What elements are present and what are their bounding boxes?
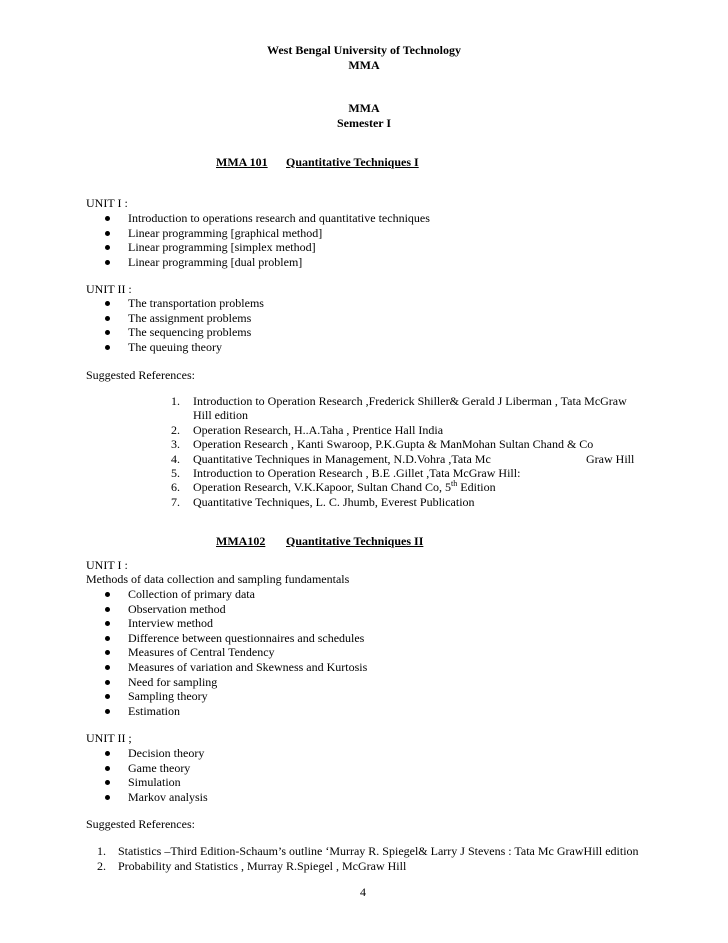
reference-text-tail: Graw Hill [586, 452, 635, 466]
list-item: Observation method [94, 602, 367, 617]
page-number: 4 [360, 885, 366, 899]
list-item: Decision theory [94, 746, 208, 761]
course2-unit2-heading: UNIT II ; [86, 731, 132, 745]
list-item: The queuing theory [94, 340, 264, 355]
reference-text: Probability and Statistics , Murray R.Spiegel , McGraw Hill [118, 859, 407, 873]
list-item: Sampling theory [94, 689, 367, 704]
course2-title: Quantitative Techniques II [286, 534, 424, 548]
list-item: Linear programming [graphical method] [94, 226, 430, 241]
reference-text [193, 480, 496, 495]
reference-text-after: Edition [457, 480, 496, 494]
reference-number: 7. [171, 495, 180, 509]
university-title: West Bengal University of Technology [266, 43, 461, 57]
reference-number: 3. [171, 437, 180, 451]
list-item: The transportation problems [94, 296, 264, 311]
reference-number: 2. [97, 859, 106, 873]
course2-unit2-list [94, 746, 208, 804]
list-item: The sequencing problems [94, 325, 264, 340]
list-item: Need for sampling [94, 675, 367, 690]
reference-number: 4. [171, 452, 180, 466]
course1-code: MMA 101 [216, 155, 268, 169]
list-item: Measures of Central Tendency [94, 645, 367, 660]
list-item: Markov analysis [94, 790, 208, 805]
list-item: Difference between questionnaires and schedules [94, 631, 367, 646]
reference-text: Statistics –Third Edition-Schaum’s outline ‘Murray R. Spiegel& Larry J Stevens : Tata Mc GrawHill edition [118, 844, 639, 858]
course1-unit2-list [94, 296, 264, 354]
course2-references-heading: Suggested References: [86, 817, 195, 831]
list-item: Game theory [94, 761, 208, 776]
program-title-repeat: MMA [348, 101, 380, 115]
course1-title: Quantitative Techniques I [286, 155, 419, 169]
reference-number: 5. [171, 466, 180, 480]
list-item: Linear programming [dual problem] [94, 255, 430, 270]
program-title: MMA [348, 58, 380, 72]
list-item: Interview method [94, 616, 367, 631]
reference-text: Quantitative Techniques in Management, N.D.Vohra ,Tata Mc [193, 452, 491, 466]
reference-text: Quantitative Techniques, L. C. Jhumb, Everest Publication [193, 495, 475, 509]
reference-superscript: th [451, 479, 458, 488]
course2-unit1-heading: UNIT I : [86, 558, 128, 572]
course1-unit1-list [94, 211, 430, 269]
list-item: Simulation [94, 775, 208, 790]
reference-text: Operation Research , Kanti Swaroop, P.K.Gupta & ManMohan Sultan Chand & Co [193, 437, 594, 451]
course1-unit2-heading: UNIT II : [86, 282, 132, 296]
list-item: Introduction to operations research and quantitative techniques [94, 211, 430, 226]
course2-code: MMA102 [216, 534, 266, 548]
reference-number: 1. [97, 844, 106, 858]
list-item: Collection of primary data [94, 587, 367, 602]
list-item: Measures of variation and Skewness and Kurtosis [94, 660, 367, 675]
course1-references-heading: Suggested References: [86, 368, 195, 382]
reference-number: 6. [171, 480, 180, 494]
list-item: The assignment problems [94, 311, 264, 326]
course2-unit1-subheading: Methods of data collection and sampling fundamentals [86, 572, 350, 586]
reference-text: Operation Research, H..A.Taha , Prentice Hall India [193, 423, 444, 437]
list-item: Linear programming [simplex method] [94, 240, 430, 255]
reference-text-continued: Hill edition [193, 408, 248, 422]
reference-number: 1. [171, 394, 180, 408]
reference-text: Introduction to Operation Research ,Frederick Shiller& Gerald J Liberman , Tata McGraw [193, 394, 627, 408]
course2-unit1-list [94, 587, 367, 718]
reference-number: 2. [171, 423, 180, 437]
reference-text-main: Operation Research, V.K.Kapoor, Sultan Chand Co, 5 [193, 480, 452, 494]
list-item: Estimation [94, 704, 367, 719]
course1-unit1-heading: UNIT I : [86, 196, 128, 210]
reference-text: Introduction to Operation Research , B.E .Gillet ,Tata McGraw Hill: [193, 466, 521, 480]
semester-title: Semester I [336, 116, 392, 130]
